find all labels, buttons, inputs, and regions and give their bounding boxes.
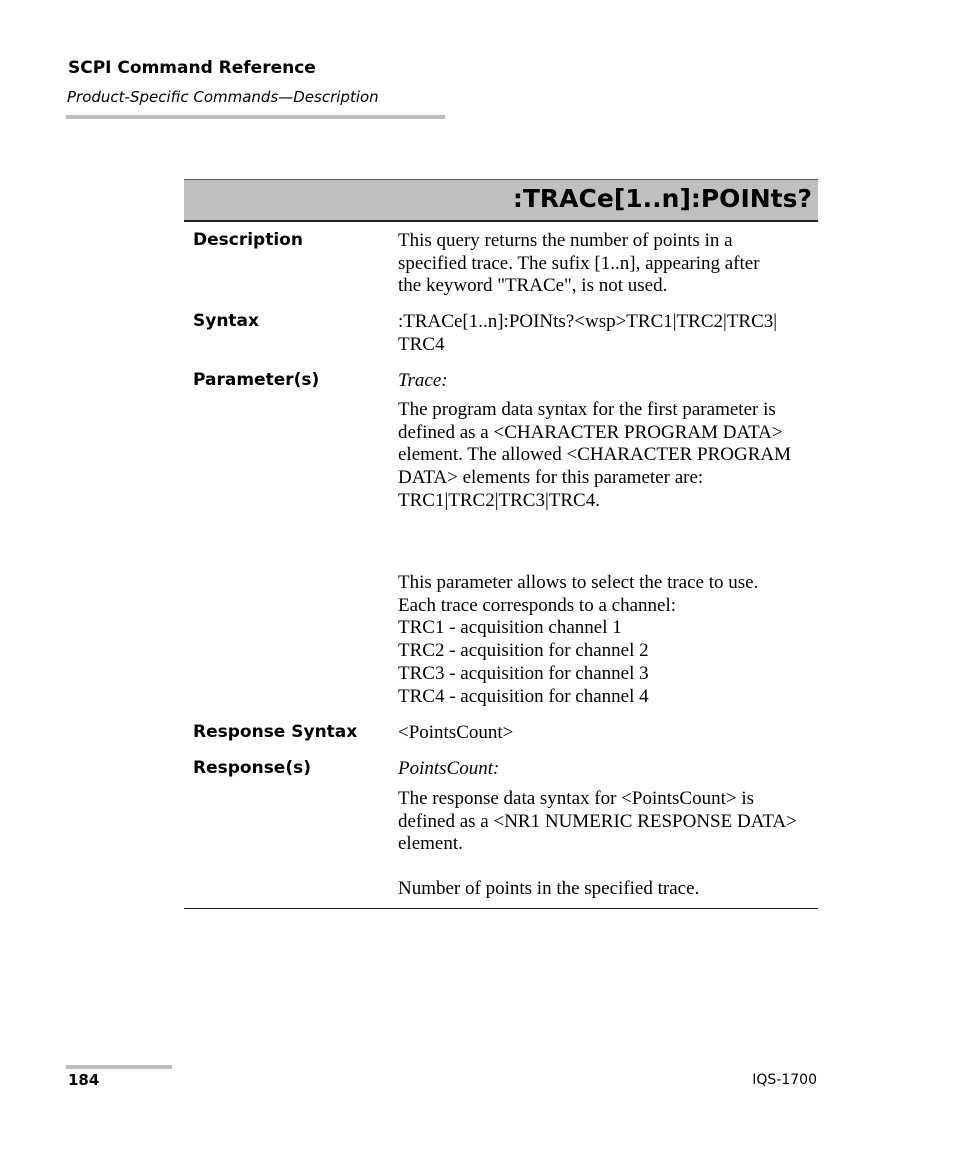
syntax-line: :TRACe[1..n]:POINts?<wsp>TRC1|TRC2|TRC3| — [398, 311, 778, 332]
section-title: SCPI Command Reference — [68, 58, 316, 78]
response-meaning: Number of points in the specified trace. — [398, 878, 700, 899]
parameter-definition-line: The program data syntax for the first parameter is — [398, 399, 776, 420]
parameter-definition-line: element. The allowed <CHARACTER PROGRAM — [398, 444, 791, 466]
parameter-usage-line: TRC2 - acquisition for channel 2 — [398, 640, 649, 662]
parameters-label: Parameter(s) — [193, 370, 320, 390]
page-number: 184 — [68, 1071, 100, 1089]
parameter-definition-line: TRC1|TRC2|TRC3|TRC4. — [398, 489, 600, 511]
subsection-title: Product-Specific Commands—Description — [67, 88, 379, 106]
syntax-text — [398, 311, 818, 356]
parameter-usage-line: TRC3 - acquisition for channel 3 — [398, 662, 649, 684]
product-name: IQS-1700 — [752, 1072, 817, 1088]
parameter-definition-line: DATA> elements for this parameter are: — [398, 467, 704, 489]
response-syntax-label: Response Syntax — [193, 722, 358, 742]
command-title: :TRACe[1..n]:POINts? — [512, 184, 812, 213]
parameter-name: Trace: — [398, 370, 448, 391]
description-label: Description — [193, 230, 303, 250]
response-definition-line: defined as a <NR1 NUMERIC RESPONSE DATA> — [398, 810, 797, 832]
parameter-usage-line: This parameter allows to select the trace to use. — [398, 572, 759, 593]
parameter-usage — [398, 572, 818, 708]
syntax-line: TRC4 — [398, 333, 445, 355]
description-line: specified trace. The sufix [1..n], appearing after — [398, 252, 760, 274]
description-line: This query returns the number of points in a — [398, 230, 733, 251]
parameter-definition — [398, 399, 818, 513]
response-definition-line: element. — [398, 833, 463, 855]
parameter-definition-line: defined as a <CHARACTER PROGRAM DATA> — [398, 421, 783, 443]
description-line: the keyword "TRACe", is not used. — [398, 275, 668, 297]
parameter-usage-line: TRC4 - acquisition for channel 4 — [398, 685, 649, 707]
description-text — [398, 230, 818, 298]
parameter-usage-line: Each trace corresponds to a channel: — [398, 594, 677, 616]
table-end-divider — [184, 908, 818, 909]
response-definition-line: The response data syntax for <PointsCount> is — [398, 788, 754, 809]
syntax-label: Syntax — [193, 311, 259, 331]
command-title-bar — [184, 179, 818, 222]
response-name: PointsCount: — [398, 758, 500, 779]
parameter-usage-line: TRC1 - acquisition channel 1 — [398, 617, 622, 639]
responses-label: Response(s) — [193, 758, 311, 778]
footer-divider — [66, 1065, 172, 1069]
response-syntax-value: <PointsCount> — [398, 722, 514, 743]
response-definition — [398, 788, 818, 856]
header-divider — [66, 115, 445, 119]
